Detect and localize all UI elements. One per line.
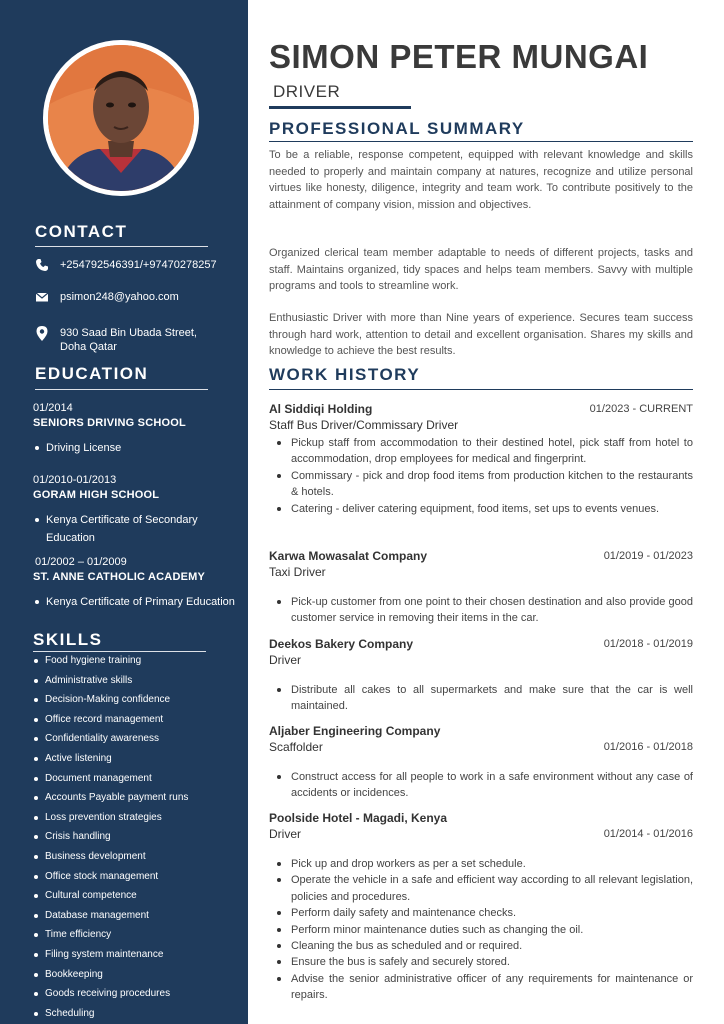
skill-item: Office stock management xyxy=(33,867,188,887)
education-school: ST. ANNE CATHOLIC ACADEMY xyxy=(33,571,206,583)
job-company: Poolside Hotel - Magadi, Kenya xyxy=(269,811,448,825)
job-dates: 01/2023 - CURRENT xyxy=(589,403,693,415)
job-bullet: Commissary - pick and drop food items from production kitchen to the restaurants & hotels. xyxy=(269,468,693,501)
job-entry xyxy=(269,810,693,1004)
job-dates: 01/2019 - 01/2023 xyxy=(603,550,693,562)
candidate-name: SIMON PETER MUNGAI xyxy=(269,38,649,75)
role-underline xyxy=(269,106,411,109)
job-bullet: Perform daily safety and maintenance checks. xyxy=(269,905,693,921)
job-title: Taxi Driver xyxy=(269,565,326,579)
skill-item: Loss prevention strategies xyxy=(33,808,188,828)
job-entry xyxy=(269,723,693,802)
education-entry xyxy=(33,473,238,547)
job-bullet: Operate the vehicle in a safe and efficient way according to all relevant legislation, policies and procedures. xyxy=(269,872,693,905)
job-title: Driver xyxy=(269,827,301,841)
job-entry xyxy=(269,401,693,517)
job-company: Karwa Mowasalat Company xyxy=(269,549,428,563)
job-bullet: Catering - deliver catering equipment, food items, set ups to events venues. xyxy=(269,501,693,517)
skill-item: Active listening xyxy=(33,749,188,769)
skill-item: Scheduling xyxy=(33,1004,188,1024)
education-school: SENIORS DRIVING SCHOOL xyxy=(33,417,186,429)
job-dates: 01/2018 - 01/2019 xyxy=(603,638,693,650)
skill-item: Crisis handling xyxy=(33,827,188,847)
email-address[interactable]: psimon248@yahoo.com xyxy=(60,291,179,303)
main-content xyxy=(248,0,724,1024)
job-dates: 01/2014 - 01/2016 xyxy=(603,828,693,840)
skills-list xyxy=(33,651,188,1023)
education-item: Kenya Certificate of Secondary Education xyxy=(33,511,238,547)
skill-item: Goods receiving procedures xyxy=(33,984,188,1004)
address: 930 Saad Bin Ubada Street, Doha Qatar xyxy=(60,327,197,353)
skill-item: Decision-Making confidence xyxy=(33,690,188,710)
job-entry xyxy=(269,636,693,715)
phone-icon xyxy=(35,258,49,272)
candidate-role: DRIVER xyxy=(273,82,341,101)
avatar xyxy=(48,45,194,191)
job-bullet: Pick-up customer from one point to their chosen destination and also provide good customer service in removing their items in the car. xyxy=(269,594,693,627)
skill-item: Database management xyxy=(33,906,188,926)
work-heading: WORK HISTORY xyxy=(269,365,421,384)
skill-item: Time efficiency xyxy=(33,925,188,945)
work-divider xyxy=(269,389,693,390)
job-dates: 01/2016 - 01/2018 xyxy=(603,741,693,753)
summary-paragraph: To be a reliable, response competent, equipped with relevant knowledge and skills needed to properly and maintain company at natures, recognize and utilize personal virtues like honesty, diligence, integrity and team work. To contribute positively to the attainment of company vision, mission and objectives. xyxy=(269,149,693,211)
contact-heading: CONTACT xyxy=(35,222,128,241)
skill-item: Bookkeeping xyxy=(33,965,188,985)
summary-divider xyxy=(269,141,693,142)
summary-heading: PROFESSIONAL SUMMARY xyxy=(269,119,525,138)
skill-item: Food hygiene training xyxy=(33,651,188,671)
education-divider xyxy=(35,389,208,390)
education-entry xyxy=(33,401,238,457)
skill-item: Confidentiality awareness xyxy=(33,729,188,749)
education-entry xyxy=(33,555,238,611)
education-date: 01/2002 – 01/2009 xyxy=(35,556,127,568)
skill-item: Document management xyxy=(33,769,188,789)
education-school: GORAM HIGH SCHOOL xyxy=(33,489,160,501)
job-bullet: Pick up and drop workers as per a set schedule. xyxy=(269,856,693,872)
avatar-ring xyxy=(43,40,199,196)
education-item: Driving License xyxy=(33,439,238,457)
job-title: Staff Bus Driver/Commissary Driver xyxy=(269,418,459,432)
education-heading: EDUCATION xyxy=(35,364,149,383)
job-bullet: Cleaning the bus as scheduled and or required. xyxy=(269,938,693,954)
summary-paragraph: Organized clerical team member adaptable to needs of different projects, tasks and staff. Maintains organized, tidy spaces and helps team members. Savvy with multiple programs and tools to streamline work. xyxy=(269,247,693,292)
job-company: Deekos Bakery Company xyxy=(269,637,414,651)
sidebar xyxy=(0,0,248,1024)
skill-item: Filing system maintenance xyxy=(33,945,188,965)
education-date: 01/2010-01/2013 xyxy=(33,474,117,486)
job-bullet: Distribute all cakes to all supermarkets and make sure that the car is well maintained. xyxy=(269,682,693,715)
summary-paragraph: Enthusiastic Driver with more than Nine years of experience. Secures team success through hard work, attention to detail and excellent organisation. Shares my skills and knowledge to achieve the best results. xyxy=(269,312,693,357)
skills-heading: SKILLS xyxy=(33,630,103,649)
contact-divider xyxy=(35,246,208,247)
envelope-icon xyxy=(35,290,49,304)
education-item: Kenya Certificate of Primary Education xyxy=(33,593,238,611)
skill-item: Accounts Payable payment runs xyxy=(33,788,188,808)
skill-item: Business development xyxy=(33,847,188,867)
skill-item: Office record management xyxy=(33,710,188,730)
education-date: 01/2014 xyxy=(33,402,73,414)
job-entry xyxy=(269,548,693,627)
job-company: Aljaber Engineering Company xyxy=(269,724,441,738)
job-company: Al Siddiqi Holding xyxy=(269,402,373,416)
skill-item: Cultural competence xyxy=(33,886,188,906)
skill-item: Administrative skills xyxy=(33,671,188,691)
location-pin-icon xyxy=(35,326,49,340)
job-bullet: Pickup staff from accommodation to their destined hotel, pick staff from hotel to accommodation, drop employees for medical and fingerprint. xyxy=(269,435,693,468)
job-title: Scaffolder xyxy=(269,740,323,754)
job-title: Driver xyxy=(269,653,301,667)
job-bullet: Construct access for all people to work in a safe environment without any case of accidents or incidences. xyxy=(269,769,693,802)
phone-number[interactable]: +254792546391/+97470278257 xyxy=(60,259,217,271)
job-bullet: Perform minor maintenance duties such as changing the oil. xyxy=(269,922,693,938)
job-bullet: Ensure the bus is safely and securely stored. xyxy=(269,954,693,970)
job-bullet: Advise the senior administrative officer of any requirements for maintenance or repairs. xyxy=(269,971,693,1004)
